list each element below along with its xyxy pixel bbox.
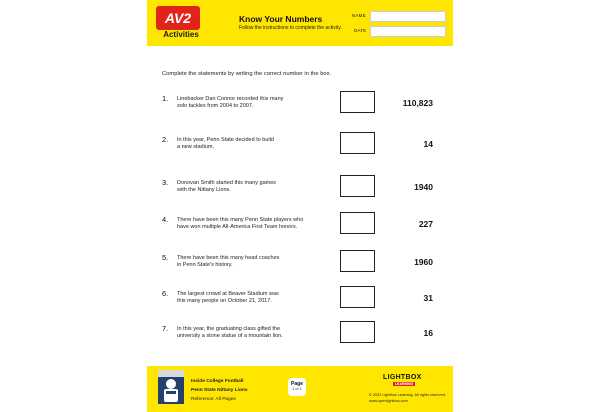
question-statement	[177, 96, 342, 110]
statement-line: solo tackles from 2004 to 2007.	[177, 103, 254, 109]
name-field[interactable]	[370, 11, 446, 22]
number-choice: 31	[423, 293, 433, 303]
question-statement	[177, 180, 342, 194]
question-number: 2.	[162, 135, 169, 144]
question-row	[147, 132, 453, 162]
av2-logo-icon	[156, 6, 200, 30]
answer-box[interactable]	[340, 250, 375, 272]
statement-line: in Penn State's history.	[177, 262, 233, 268]
number-choice: 16	[423, 328, 433, 338]
question-row	[147, 212, 453, 242]
question-number: 6.	[162, 289, 169, 298]
series-title: Inside College Football	[191, 379, 244, 384]
question-statement	[177, 326, 342, 340]
book-cover-thumbnail	[158, 370, 184, 404]
question-statement	[177, 217, 342, 231]
question-number: 4.	[162, 215, 169, 224]
statement-line: In this year, Penn State decided to build	[177, 137, 274, 143]
question-statement	[177, 255, 342, 269]
question-statement	[177, 137, 342, 151]
header-band	[147, 0, 453, 46]
statement-line: have won multiple All-America First Team honors.	[177, 224, 298, 230]
page-badge	[288, 378, 306, 396]
answer-box[interactable]	[340, 91, 375, 113]
answer-box[interactable]	[340, 212, 375, 234]
date-label: DATE	[354, 28, 367, 33]
website-text: www.openlightbox.com	[369, 399, 408, 403]
footer-band	[147, 366, 453, 412]
date-field[interactable]	[370, 26, 446, 37]
copyright-text: © 2022 Lightbox Learning. All rights reserved.	[369, 393, 446, 397]
publisher-sub: LEARNING	[395, 382, 414, 386]
book-title: Penn State Nittany Lions	[191, 388, 248, 393]
page-label: Page	[291, 381, 303, 387]
header-instructions: Follow the instructions to complete the activity.	[239, 25, 342, 31]
page-number: 1 of 1	[292, 387, 302, 391]
question-number: 1.	[162, 94, 169, 103]
page-title: Know Your Numbers	[239, 14, 323, 24]
question-row	[147, 175, 453, 205]
question-number: 5.	[162, 253, 169, 262]
answer-box[interactable]	[340, 286, 375, 308]
number-choice: 227	[418, 219, 433, 229]
question-row	[147, 250, 453, 280]
statement-line: Linebacker Dan Connor recorded this many	[177, 96, 284, 102]
statement-line: There have been this many head coaches	[177, 255, 280, 261]
logo-subtext: Activities	[163, 30, 199, 39]
statement-line: this many people on October 21, 2017.	[177, 298, 272, 304]
reference-text: Reference: All Pages	[191, 397, 236, 402]
question-statement	[177, 291, 342, 305]
name-label: NAME	[352, 13, 366, 18]
statement-line: The largest crowd at Beaver Stadium was	[177, 291, 279, 297]
statement-line: There have been this many Penn State players who	[177, 217, 304, 223]
number-choice: 14	[423, 139, 433, 149]
football-player-icon	[158, 370, 184, 404]
worksheet-page	[147, 0, 453, 412]
question-row	[147, 286, 453, 316]
question-row	[147, 321, 453, 351]
question-number: 3.	[162, 178, 169, 187]
publisher-logo: LIGHTBOX	[383, 374, 422, 381]
answer-box[interactable]	[340, 321, 375, 343]
answer-box[interactable]	[340, 175, 375, 197]
statement-line: a new stadium.	[177, 144, 214, 150]
question-number: 7.	[162, 324, 169, 333]
svg-text:AV2: AV2	[164, 10, 192, 26]
number-choice: 1960	[414, 257, 433, 267]
directions-text: Complete the statements by writing the correct number in the box.	[162, 71, 332, 77]
number-choice: 110,823	[402, 98, 433, 108]
number-choice: 1940	[414, 182, 433, 192]
answer-box[interactable]	[340, 132, 375, 154]
statement-line: In this year, the graduating class gifted the	[177, 326, 281, 332]
statement-line: Donovan Smith started this many games	[177, 180, 277, 186]
statement-line: university a stone statue of a mountain lion.	[177, 333, 283, 339]
statement-line: with the Nittany Lions.	[177, 187, 231, 193]
question-row	[147, 91, 453, 121]
